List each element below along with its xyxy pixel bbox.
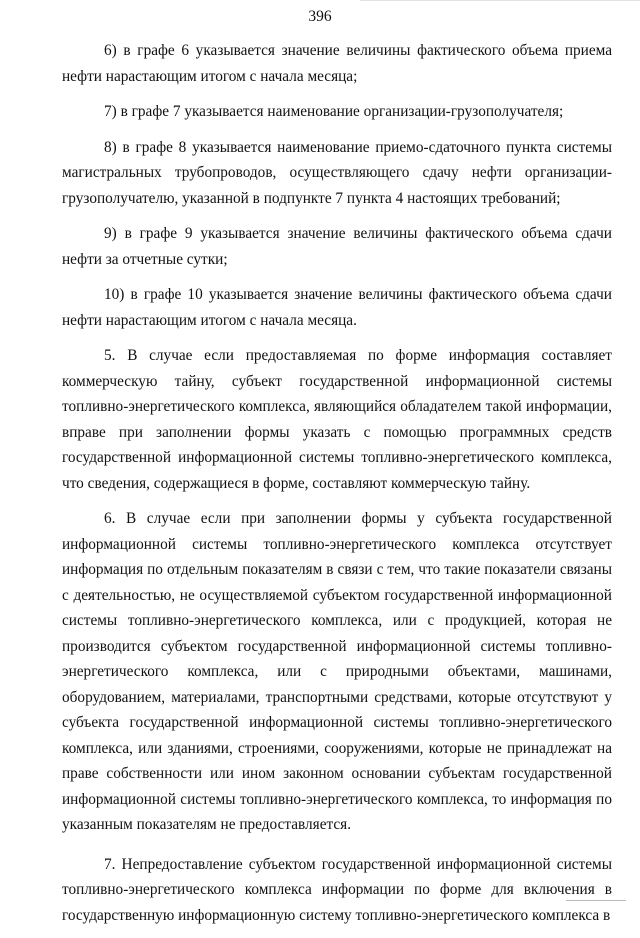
page-number: 396 <box>308 8 332 25</box>
paragraph-item-7: 7) в графе 7 указывается наименование организации-грузополучателя; <box>104 103 564 120</box>
paragraph-section-5: 5. В случае если предоставляемая по форме информация составляет коммерческую тайну, субъект государственной информационной системы топливно-энергетического комплекса, являющийся обладателем такой информации, вправе при заполнении формы указать с помощью программных средств государственной информационной системы топливно-энергетического комплекса, что сведения, содержащиеся в форме, составляют коммерческую тайну. <box>62 347 612 492</box>
paragraph-item-8: 8) в графе 8 указывается наименование приемо-сдаточного пункта системы магистральных трубопроводов, осуществляющего сдачу нефти организации-грузополучателю, указанной в подпункте 7 пункта 4 настоящих требований; <box>62 138 612 207</box>
paragraph-section-7: 7. Непредоставление субъектом государственной информационной системы топливно-энергетического комплекса информации по форме для включения в государственную информационную систему топливно-энергетического комплекса в <box>62 855 612 924</box>
scan-artifact-line <box>566 900 626 901</box>
paragraph-item-9: 9) в графе 9 указывается значение величины фактического объема сдачи нефти за отчетные сутки; <box>62 225 612 268</box>
paragraph-section-6: 6. В случае если при заполнении формы у субъекта государственной информационной системы топливно-энергетического комплекса отсутствует информация по отдельным показателям в связи с тем, что такие показатели связаны с деятельностью, не осуществляемой субъектом государственной информационной системы топливно-энергетического комплекса, или с продукцией, которая не производится субъектом государственной информационной системы топливно-энергетического комплекса, или с природными объектами, машинами, оборудованием, материалами, транспортными средствами, которые отсутствуют у субъекта государственной информационной системы топливно-энергетического комплекса, или зданиями, строениями, сооружениями, которые не принадлежат на праве собственности или ином законном основании субъектам государственной информационной системы топливно-энергетического комплекса, то информация по указанным показателям не предоставляется. <box>62 510 612 833</box>
scan-edge-line <box>360 0 640 1</box>
paragraph-item-10: 10) в графе 10 указывается значение величины фактического объема сдачи нефти нарастающим итогом с начала месяца. <box>62 286 612 329</box>
document-body <box>62 38 612 938</box>
paragraph-item-6: 6) в графе 6 указывается значение величины фактического объема приема нефти нарастающим итогом с начала месяца; <box>62 42 612 85</box>
